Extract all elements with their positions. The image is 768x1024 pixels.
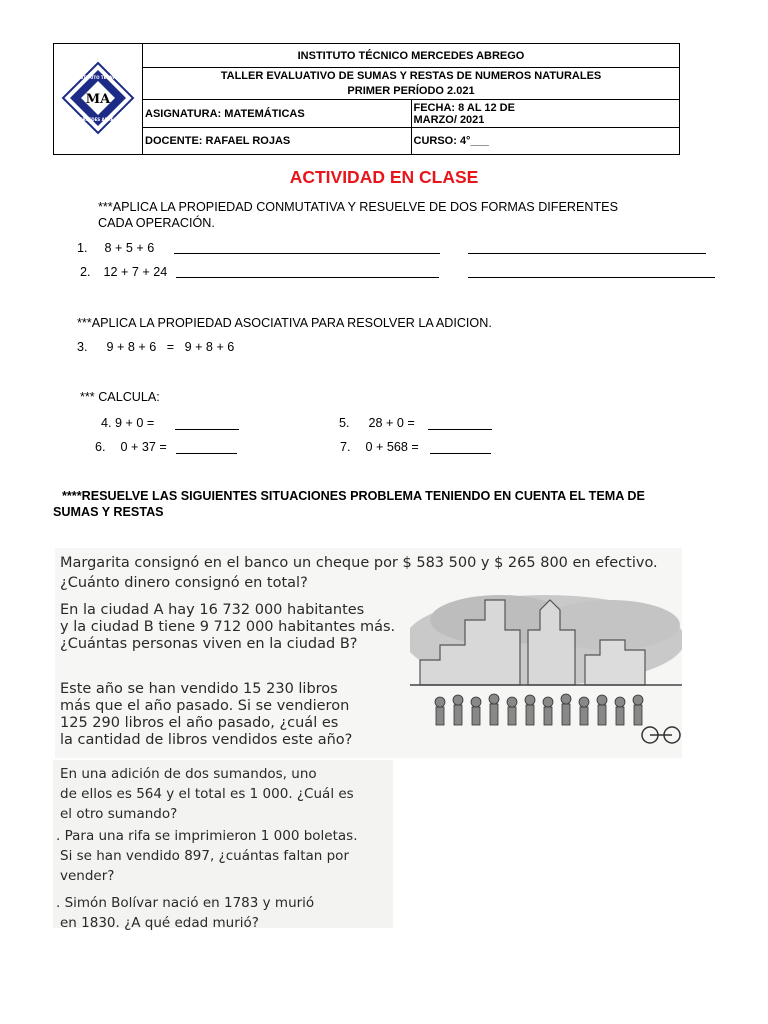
answer-line [176, 443, 237, 454]
exercise-expression: 0 + 568 = [365, 440, 419, 454]
section4-instruction-line1: ****RESUELVE LAS SIGUIENTES SITUACIONES PROBLEMA TENIENDO EN CUENTA EL TEMA DE [62, 489, 645, 503]
problem-line: la cantidad de libros vendidos este año? [60, 732, 353, 748]
workshop-title-line1: TALLER EVALUATIVO DE SUMAS Y RESTAS DE NUMEROS NATURALES [220, 70, 602, 82]
problem-line: . Para una rifa se imprimieron 1 000 boletas. [56, 828, 358, 844]
problem-line: Si se han vendido 897, ¿cuántas faltan por [60, 848, 349, 864]
section1-instruction-line2: CADA OPERACIÓN. [98, 216, 215, 230]
problem-line: de ellos es 564 y el total es 1 000. ¿Cuál es [60, 786, 354, 802]
answer-line [468, 243, 706, 254]
activity-title: ACTIVIDAD EN CLASE [289, 167, 479, 187]
exercise-number: 2. [80, 265, 91, 279]
date-line2: MARZO/ 2021 [413, 113, 485, 126]
exercise-expression: 8 + 5 + 6 [104, 241, 155, 255]
city-illustration [410, 590, 682, 750]
problem-line: en 1830. ¿A qué edad murió? [60, 915, 259, 931]
problem-2 [60, 602, 395, 653]
exercise-6 [95, 440, 167, 454]
problem-5 [56, 826, 357, 886]
school-logo [61, 61, 135, 135]
problem-line: 125 290 libros el año pasado, ¿cuál es [60, 715, 339, 731]
exercise-expression: 9 + 0 = [115, 416, 155, 430]
section2-instruction: ***APLICA LA PROPIEDAD ASOCIATIVA PARA RESOLVER LA ADICION. [77, 316, 492, 330]
problem-line: más que el año pasado. Si se vendieron [60, 698, 350, 714]
answer-line [428, 419, 492, 430]
exercise-number: 6. [95, 440, 106, 454]
exercise-7 [340, 440, 419, 454]
logo-monogram: MA [85, 91, 111, 107]
section1-instruction-line1: ***APLICA LA PROPIEDAD CONMUTATIVA Y RESUELVE DE DOS FORMAS DIFERENTES [98, 200, 618, 214]
logo-text-top: INSTITUTO TÉCNICO [75, 74, 121, 80]
problem-3 [60, 681, 352, 749]
header-table [53, 43, 680, 155]
exercise-number: 7. [340, 440, 351, 454]
answer-line [430, 443, 491, 454]
exercise-3 [77, 340, 234, 354]
exercise-expression: 0 + 37 = [120, 440, 167, 454]
problem-line: vender? [60, 868, 115, 884]
section4-instruction-line2: SUMAS Y RESTAS [53, 505, 164, 519]
school-logo-cell [54, 44, 143, 155]
teacher-cell: DOCENTE: RAFAEL ROJAS [143, 128, 412, 155]
exercise-5 [339, 416, 415, 430]
exercise-number: 3. [77, 340, 88, 354]
workshop-title-line2: PRIMER PERÍODO 2.021 [347, 85, 475, 97]
exercise-expression: 28 + 0 = [368, 416, 415, 430]
exercise-number: 1. [77, 241, 88, 255]
problem-line: En una adición de dos sumandos, uno [60, 766, 317, 782]
answer-line [468, 267, 715, 278]
logo-text-bottom: MERCEDES ABREGO [75, 116, 121, 122]
exercise-1 [77, 241, 154, 255]
answer-line [174, 243, 440, 254]
problem-1 [60, 555, 658, 592]
exercise-number: 5. [339, 416, 350, 430]
problem-6 [56, 893, 314, 933]
exercise-4 [101, 416, 154, 430]
answer-line [175, 419, 239, 430]
problem-line: En la ciudad A hay 16 732 000 habitantes [60, 602, 365, 618]
problem-line: el otro sumando? [60, 806, 178, 822]
problem-line: Margarita consignó en el banco un cheque por $ 583 500 y $ 265 800 en efectivo. [60, 555, 658, 571]
answer-line [176, 267, 439, 278]
problem-line: Este año se han vendido 15 230 libros [60, 681, 338, 697]
section3-instruction: *** CALCULA: [80, 390, 160, 404]
exercise-2 [80, 265, 167, 279]
date-line1: FECHA: 8 AL 12 DE [413, 101, 515, 114]
exercise-expression: 12 + 7 + 24 [103, 265, 168, 279]
course-cell: CURSO: 4°___ [411, 128, 680, 155]
date-cell [411, 100, 680, 128]
workshop-title [143, 68, 680, 100]
institution-name: INSTITUTO TÉCNICO MERCEDES ABREGO [143, 44, 680, 68]
problem-line: . Simón Bolívar nació en 1783 y murió [56, 895, 315, 911]
problem-4 [60, 764, 354, 824]
exercise-expression: 9 + 8 + 6 = 9 + 8 + 6 [106, 340, 235, 354]
exercise-number: 4. [101, 416, 112, 430]
problem-line: ¿Cuánto dinero consignó en total? [60, 575, 308, 591]
problem-line: ¿Cuántas personas viven en la ciudad B? [60, 636, 358, 652]
problem-line: y la ciudad B tiene 9 712 000 habitantes más. [60, 619, 396, 635]
subject-cell: ASIGNATURA: MATEMÁTICAS [143, 100, 412, 128]
